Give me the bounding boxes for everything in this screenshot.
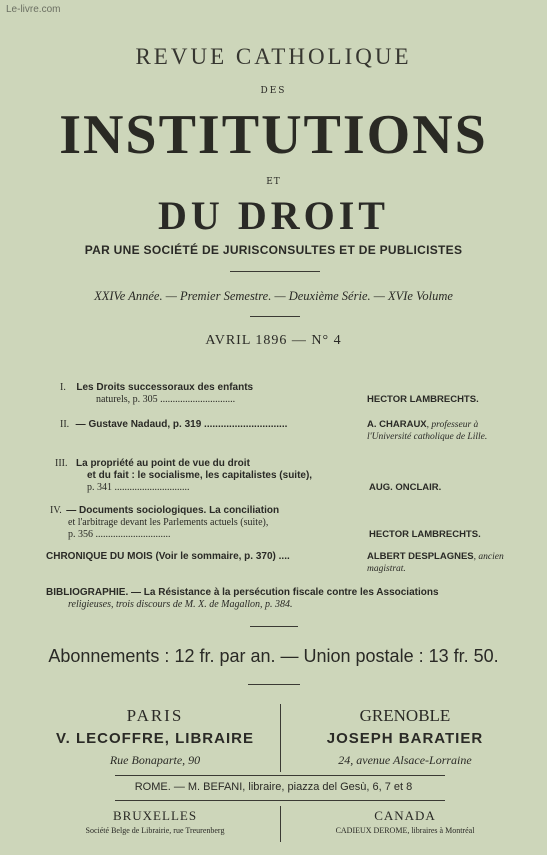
toc-line: p. 341 .............................. xyxy=(87,482,190,493)
publisher-name-right: JOSEPH BARATIER xyxy=(326,730,484,747)
bottom-line-left: Société Belge de Librairie, rue Treurenberg xyxy=(85,826,225,835)
toc-title: Les Droits successoraux des enfants xyxy=(76,382,254,393)
title-line-5: DU DROIT xyxy=(158,193,389,238)
toc-author: HECTOR LAMBRECHTS. xyxy=(369,529,481,540)
toc-line: et du fait : le socialisme, les capitalistes (suite), xyxy=(87,470,313,481)
divider xyxy=(250,316,300,317)
watermark: Le-livre.com xyxy=(6,4,61,15)
toc-entry-4 xyxy=(50,505,279,541)
toc-number: III. xyxy=(55,458,68,469)
divider xyxy=(250,626,298,627)
title-line-3: INSTITUTIONS xyxy=(59,104,488,166)
toc-title: — Documents sociologiques. La conciliation xyxy=(66,505,280,516)
subscription-line: Abonnements : 12 fr. par an. — Union postale : 13 fr. 50. xyxy=(48,646,499,666)
rome-line: ROME. — M. BEFANI, libraire, piazza del Gesù, 6, 7 et 8 xyxy=(134,781,413,793)
edition-line: XXIVe Année. — Premier Semestre. — Deuxième Série. — XVIe Volume xyxy=(94,289,453,303)
divider xyxy=(115,775,445,776)
toc-author: HECTOR LAMBRECHTS. xyxy=(367,394,479,405)
divider xyxy=(230,271,320,272)
toc-entry-2 xyxy=(60,419,287,431)
toc-line: naturels, p. 305 .............................. xyxy=(96,394,236,405)
toc-title: BIBLIOGRAPHIE. — La Résistance à la persécution fiscale contre les Associations xyxy=(46,587,439,598)
toc-entry-5 xyxy=(46,551,290,563)
toc-title: — Gustave Nadaud, p. 319 .............................. xyxy=(75,419,288,430)
publisher-address-left: Rue Bonaparte, 90 xyxy=(109,753,201,767)
toc-author-block xyxy=(367,551,527,575)
toc-author: ALBERT DESPLAGNES xyxy=(367,551,474,562)
publisher-address-right: 24, avenue Alsace-Lorraine xyxy=(338,753,472,767)
publisher-city-left: PARIS xyxy=(126,706,184,725)
subtitle: PAR UNE SOCIÉTÉ DE JURISCONSULTES ET DE PUBLICISTES xyxy=(84,243,463,257)
bottom-city-left: BRUXELLES xyxy=(112,808,198,823)
divider xyxy=(115,800,445,801)
column-divider xyxy=(280,704,281,772)
toc-line: p. 356 .............................. xyxy=(68,529,171,540)
title-line-1: REVUE CATHOLIQUE xyxy=(135,44,412,69)
toc-author: AUG. ONCLAIR. xyxy=(369,482,442,493)
toc-line: et l'arbitrage devant les Parlements actuels (suite), xyxy=(68,517,269,528)
issue-line: AVRIL 1896 — N° 4 xyxy=(205,333,342,348)
toc-line: religieuses, trois discours de M. X. de Magallon, p. 384. xyxy=(68,599,293,610)
toc-number: I. xyxy=(60,382,66,393)
toc-entry-6 xyxy=(46,587,439,611)
column-divider xyxy=(280,806,281,842)
publisher-name-left: V. LECOFFRE, LIBRAIRE xyxy=(56,730,254,747)
bottom-city-right: CANADA xyxy=(374,808,436,823)
divider xyxy=(248,684,300,685)
publisher-city-right: GRENOBLE xyxy=(359,706,451,725)
toc-number: II. xyxy=(60,419,70,430)
toc-author: A. CHARAUX xyxy=(367,419,427,430)
toc-title: La propriété au point de vue du droit xyxy=(76,458,250,469)
toc-title: CHRONIQUE DU MOIS (Voir le sommaire, p. 370) .... xyxy=(46,551,290,562)
toc-entry-3 xyxy=(55,458,312,494)
toc-entry-1 xyxy=(60,382,253,406)
toc-author-note: , ancien magistrat. xyxy=(367,552,504,574)
bottom-line-right: CADIEUX DEROME, libraires à Montréal xyxy=(335,826,475,835)
toc-author-block xyxy=(367,419,517,443)
title-line-4: ET xyxy=(266,177,281,187)
title-line-2: DES xyxy=(260,86,287,96)
toc-number: IV. xyxy=(50,505,62,516)
toc-author-note: , professeur à l'Université catholique de Lille. xyxy=(367,420,488,442)
